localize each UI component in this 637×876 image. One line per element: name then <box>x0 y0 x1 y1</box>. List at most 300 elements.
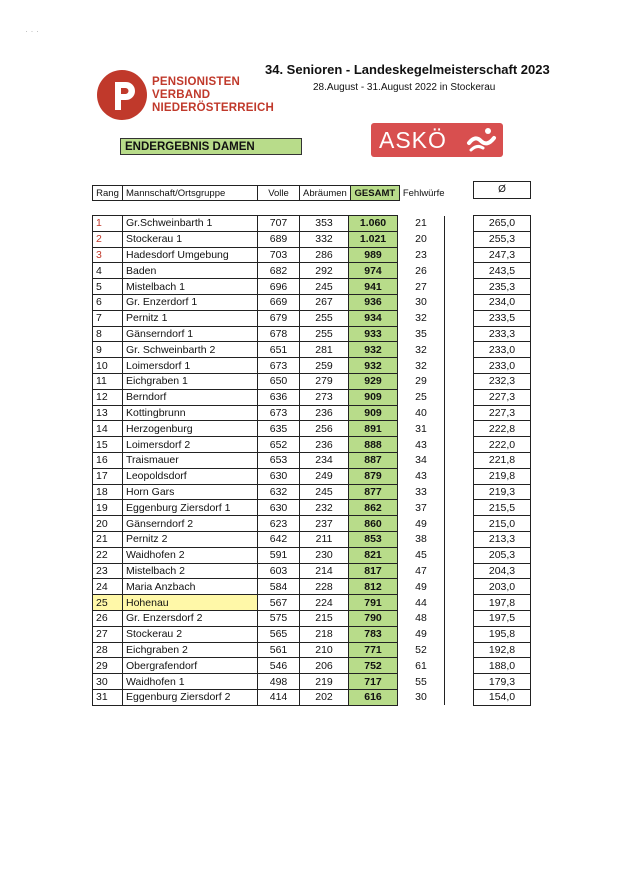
volle-cell: 630 <box>258 500 300 516</box>
gesamt-cell: 791 <box>349 595 398 611</box>
table-row <box>93 326 445 342</box>
abraeumen-cell: 210 <box>300 642 349 658</box>
average-row <box>474 326 531 342</box>
rank-cell: 21 <box>93 531 123 547</box>
fehlwuerfe-cell: 32 <box>398 310 445 326</box>
abraeumen-cell: 214 <box>300 563 349 579</box>
rank-cell: 11 <box>93 373 123 389</box>
column-header-table <box>92 185 448 201</box>
abraeumen-cell: 245 <box>300 484 349 500</box>
results-body <box>93 216 445 706</box>
abraeumen-cell: 255 <box>300 326 349 342</box>
gesamt-cell: 812 <box>349 579 398 595</box>
team-name-cell: Gr. Enzersdorf 2 <box>123 610 258 626</box>
abraeumen-cell: 279 <box>300 373 349 389</box>
volle-cell: 679 <box>258 310 300 326</box>
team-name-cell: Baden <box>123 263 258 279</box>
rank-cell: 9 <box>93 342 123 358</box>
table-row <box>93 610 445 626</box>
fehlwuerfe-cell: 23 <box>398 247 445 263</box>
rank-cell: 3 <box>93 247 123 263</box>
gesamt-cell: 974 <box>349 263 398 279</box>
col-header-rang: Rang <box>93 186 123 201</box>
average-cell: 247,3 <box>474 247 531 263</box>
gesamt-cell: 862 <box>349 500 398 516</box>
rank-cell: 1 <box>93 216 123 232</box>
table-row <box>93 405 445 421</box>
fehlwuerfe-cell: 40 <box>398 405 445 421</box>
rank-cell: 6 <box>93 294 123 310</box>
fehlwuerfe-cell: 33 <box>398 484 445 500</box>
average-cell: 219,3 <box>474 484 531 500</box>
rank-cell: 8 <box>93 326 123 342</box>
rank-cell: 25 <box>93 595 123 611</box>
volle-cell: 669 <box>258 294 300 310</box>
gesamt-cell: 616 <box>349 689 398 705</box>
table-row <box>93 658 445 674</box>
gesamt-cell: 989 <box>349 247 398 263</box>
volle-cell: 651 <box>258 342 300 358</box>
table-row <box>93 279 445 295</box>
average-cell: 232,3 <box>474 373 531 389</box>
average-row <box>474 689 531 705</box>
table-row <box>93 531 445 547</box>
abraeumen-cell: 236 <box>300 405 349 421</box>
abraeumen-cell: 224 <box>300 595 349 611</box>
abraeumen-cell: 211 <box>300 531 349 547</box>
volle-cell: 673 <box>258 358 300 374</box>
fehlwuerfe-cell: 27 <box>398 279 445 295</box>
gesamt-cell: 752 <box>349 658 398 674</box>
table-row <box>93 421 445 437</box>
table-row <box>93 642 445 658</box>
average-cell: 233,3 <box>474 326 531 342</box>
abraeumen-cell: 234 <box>300 452 349 468</box>
rank-cell: 14 <box>93 421 123 437</box>
average-cell: 235,3 <box>474 279 531 295</box>
volle-cell: 591 <box>258 547 300 563</box>
gesamt-cell: 933 <box>349 326 398 342</box>
col-header-fehlwuerfe: Fehlwürfe <box>402 187 445 199</box>
team-name-cell: Hohenau <box>123 595 258 611</box>
rank-cell: 23 <box>93 563 123 579</box>
abraeumen-cell: 228 <box>300 579 349 595</box>
abraeumen-cell: 236 <box>300 437 349 453</box>
org-name-line-3: NIEDERÖSTERREICH <box>152 102 275 114</box>
average-row <box>474 468 531 484</box>
average-row <box>474 452 531 468</box>
gesamt-cell: 783 <box>349 626 398 642</box>
team-name-cell: Maria Anzbach <box>123 579 258 595</box>
gesamt-cell: 932 <box>349 342 398 358</box>
team-name-cell: Eggenburg Ziersdorf 1 <box>123 500 258 516</box>
average-cell: 188,0 <box>474 658 531 674</box>
volle-cell: 635 <box>258 421 300 437</box>
col-header-volle: Volle <box>258 186 300 201</box>
table-row <box>93 452 445 468</box>
average-cell: 205,3 <box>474 547 531 563</box>
gesamt-cell: 936 <box>349 294 398 310</box>
org-name-line-2: VERBAND <box>152 89 211 101</box>
volle-cell: 561 <box>258 642 300 658</box>
average-cell: 233,5 <box>474 310 531 326</box>
volle-cell: 565 <box>258 626 300 642</box>
average-row <box>474 231 531 247</box>
team-name-cell: Waidhofen 1 <box>123 674 258 690</box>
abraeumen-cell: 249 <box>300 468 349 484</box>
table-row <box>93 216 445 232</box>
average-cell: 195,8 <box>474 626 531 642</box>
gesamt-cell: 932 <box>349 358 398 374</box>
gesamt-cell: 879 <box>349 468 398 484</box>
org-name-line-1: PENSIONISTEN <box>152 76 241 88</box>
rank-cell: 29 <box>93 658 123 674</box>
average-row <box>474 310 531 326</box>
fehlwuerfe-cell: 30 <box>398 294 445 310</box>
gesamt-cell: 717 <box>349 674 398 690</box>
gesamt-cell: 909 <box>349 405 398 421</box>
col-header-average: Ø <box>473 181 531 199</box>
average-cell: 203,0 <box>474 579 531 595</box>
team-name-cell: Pernitz 1 <box>123 310 258 326</box>
team-name-cell: Gr. Enzerdorf 1 <box>123 294 258 310</box>
gesamt-cell: 941 <box>349 279 398 295</box>
average-row <box>474 563 531 579</box>
rank-cell: 12 <box>93 389 123 405</box>
team-name-cell: Gänserndorf 2 <box>123 516 258 532</box>
gesamt-cell: 934 <box>349 310 398 326</box>
abraeumen-cell: 230 <box>300 547 349 563</box>
average-row <box>474 373 531 389</box>
volle-cell: 673 <box>258 405 300 421</box>
average-row <box>474 405 531 421</box>
volle-cell: 682 <box>258 263 300 279</box>
team-name-cell: Pernitz 2 <box>123 531 258 547</box>
table-row <box>93 500 445 516</box>
average-cell: 233,0 <box>474 358 531 374</box>
average-row <box>474 437 531 453</box>
abraeumen-cell: 292 <box>300 263 349 279</box>
average-cell: 154,0 <box>474 689 531 705</box>
average-row <box>474 547 531 563</box>
fehlwuerfe-cell: 49 <box>398 626 445 642</box>
rank-cell: 26 <box>93 610 123 626</box>
volle-cell: 498 <box>258 674 300 690</box>
asko-logo-text: ASKÖ <box>379 127 447 153</box>
abraeumen-cell: 202 <box>300 689 349 705</box>
average-cell: 179,3 <box>474 674 531 690</box>
fehlwuerfe-cell: 32 <box>398 358 445 374</box>
fehlwuerfe-cell: 29 <box>398 373 445 389</box>
volle-cell: 584 <box>258 579 300 595</box>
rank-cell: 24 <box>93 579 123 595</box>
table-row <box>93 342 445 358</box>
table-row <box>93 689 445 705</box>
table-row <box>93 516 445 532</box>
team-name-cell: Berndorf <box>123 389 258 405</box>
volle-cell: 603 <box>258 563 300 579</box>
volle-cell: 653 <box>258 452 300 468</box>
volle-cell: 630 <box>258 468 300 484</box>
volle-cell: 414 <box>258 689 300 705</box>
average-row <box>474 389 531 405</box>
fehlwuerfe-cell: 32 <box>398 342 445 358</box>
team-name-cell: Obergrafendorf <box>123 658 258 674</box>
average-row <box>474 421 531 437</box>
average-cell: 227,3 <box>474 405 531 421</box>
team-name-cell: Stockerau 1 <box>123 231 258 247</box>
team-name-cell: Hadesdorf Umgebung <box>123 247 258 263</box>
team-name-cell: Loimersdorf 1 <box>123 358 258 374</box>
table-row <box>93 468 445 484</box>
volle-cell: 546 <box>258 658 300 674</box>
abraeumen-cell: 267 <box>300 294 349 310</box>
table-row <box>93 595 445 611</box>
volle-cell: 696 <box>258 279 300 295</box>
gesamt-cell: 891 <box>349 421 398 437</box>
abraeumen-cell: 259 <box>300 358 349 374</box>
average-table <box>473 215 531 706</box>
fehlwuerfe-cell: 35 <box>398 326 445 342</box>
average-cell: 227,3 <box>474 389 531 405</box>
abraeumen-cell: 218 <box>300 626 349 642</box>
fehlwuerfe-cell: 52 <box>398 642 445 658</box>
team-name-cell: Eggenburg Ziersdorf 2 <box>123 689 258 705</box>
average-row <box>474 674 531 690</box>
fehlwuerfe-cell: 37 <box>398 500 445 516</box>
abraeumen-cell: 332 <box>300 231 349 247</box>
scan-artifact: · · · <box>25 26 39 36</box>
rank-cell: 22 <box>93 547 123 563</box>
average-cell: 222,8 <box>474 421 531 437</box>
average-row <box>474 342 531 358</box>
fehlwuerfe-cell: 38 <box>398 531 445 547</box>
average-cell: 255,3 <box>474 231 531 247</box>
rank-cell: 2 <box>93 231 123 247</box>
team-name-cell: Mistelbach 2 <box>123 563 258 579</box>
abraeumen-cell: 237 <box>300 516 349 532</box>
volle-cell: 707 <box>258 216 300 232</box>
average-row <box>474 658 531 674</box>
fehlwuerfe-cell: 45 <box>398 547 445 563</box>
abraeumen-cell: 256 <box>300 421 349 437</box>
abraeumen-cell: 353 <box>300 216 349 232</box>
asko-logo <box>371 123 503 157</box>
col-header-abraeumen: Abräumen <box>300 186 351 201</box>
average-cell: 213,3 <box>474 531 531 547</box>
fehlwuerfe-cell: 44 <box>398 595 445 611</box>
fehlwuerfe-cell: 20 <box>398 231 445 247</box>
result-category-label: ENDERGEBNIS DAMEN <box>120 138 302 155</box>
fehlwuerfe-cell: 61 <box>398 658 445 674</box>
team-name-cell: Eichgraben 1 <box>123 373 258 389</box>
fehlwuerfe-cell: 31 <box>398 421 445 437</box>
table-row <box>93 294 445 310</box>
volle-cell: 650 <box>258 373 300 389</box>
volle-cell: 642 <box>258 531 300 547</box>
rank-cell: 17 <box>93 468 123 484</box>
table-row <box>93 231 445 247</box>
table-row <box>93 263 445 279</box>
gesamt-cell: 771 <box>349 642 398 658</box>
fehlwuerfe-cell: 21 <box>398 216 445 232</box>
fehlwuerfe-cell: 48 <box>398 610 445 626</box>
average-cell: 215,5 <box>474 500 531 516</box>
team-name-cell: Mistelbach 1 <box>123 279 258 295</box>
average-row <box>474 642 531 658</box>
pensionistenverband-logo <box>97 70 147 120</box>
rank-cell: 19 <box>93 500 123 516</box>
gesamt-cell: 887 <box>349 452 398 468</box>
team-name-cell: Gr.Schweinbarth 1 <box>123 216 258 232</box>
average-row <box>474 484 531 500</box>
table-row <box>93 247 445 263</box>
average-row <box>474 610 531 626</box>
gesamt-cell: 790 <box>349 610 398 626</box>
abraeumen-cell: 255 <box>300 310 349 326</box>
average-row <box>474 279 531 295</box>
gesamt-cell: 817 <box>349 563 398 579</box>
average-row <box>474 626 531 642</box>
team-name-cell: Stockerau 2 <box>123 626 258 642</box>
fehlwuerfe-cell: 49 <box>398 516 445 532</box>
average-row <box>474 294 531 310</box>
average-cell: 197,8 <box>474 595 531 611</box>
volle-cell: 652 <box>258 437 300 453</box>
fehlwuerfe-cell: 43 <box>398 468 445 484</box>
abraeumen-cell: 206 <box>300 658 349 674</box>
team-name-cell: Horn Gars <box>123 484 258 500</box>
average-row <box>474 531 531 547</box>
average-cell: 221,8 <box>474 452 531 468</box>
abraeumen-cell: 245 <box>300 279 349 295</box>
fehlwuerfe-cell: 25 <box>398 389 445 405</box>
table-row <box>93 389 445 405</box>
team-name-cell: Loimersdorf 2 <box>123 437 258 453</box>
rank-cell: 18 <box>93 484 123 500</box>
gesamt-cell: 860 <box>349 516 398 532</box>
rank-cell: 27 <box>93 626 123 642</box>
volle-cell: 567 <box>258 595 300 611</box>
rank-cell: 7 <box>93 310 123 326</box>
fehlwuerfe-cell: 34 <box>398 452 445 468</box>
team-name-cell: Eichgraben 2 <box>123 642 258 658</box>
table-row <box>93 563 445 579</box>
gesamt-cell: 909 <box>349 389 398 405</box>
fehlwuerfe-cell: 55 <box>398 674 445 690</box>
gesamt-cell: 853 <box>349 531 398 547</box>
gesamt-cell: 929 <box>349 373 398 389</box>
table-row <box>93 674 445 690</box>
abraeumen-cell: 281 <box>300 342 349 358</box>
rank-cell: 15 <box>93 437 123 453</box>
average-row <box>474 500 531 516</box>
abraeumen-cell: 232 <box>300 500 349 516</box>
average-cell: 243,5 <box>474 263 531 279</box>
table-row <box>93 579 445 595</box>
fehlwuerfe-cell: 26 <box>398 263 445 279</box>
team-name-cell: Herzogenburg <box>123 421 258 437</box>
fehlwuerfe-cell: 49 <box>398 579 445 595</box>
p-letter-icon <box>97 70 147 120</box>
rank-cell: 30 <box>93 674 123 690</box>
rank-cell: 5 <box>93 279 123 295</box>
volle-cell: 636 <box>258 389 300 405</box>
gesamt-cell: 821 <box>349 547 398 563</box>
average-cell: 219,8 <box>474 468 531 484</box>
average-cell: 204,3 <box>474 563 531 579</box>
average-cell: 215,0 <box>474 516 531 532</box>
abraeumen-cell: 215 <box>300 610 349 626</box>
abraeumen-cell: 219 <box>300 674 349 690</box>
rank-cell: 4 <box>93 263 123 279</box>
rank-cell: 16 <box>93 452 123 468</box>
gesamt-cell: 877 <box>349 484 398 500</box>
volle-cell: 703 <box>258 247 300 263</box>
average-cell: 265,0 <box>474 216 531 232</box>
abraeumen-cell: 273 <box>300 389 349 405</box>
table-row <box>93 547 445 563</box>
volle-cell: 623 <box>258 516 300 532</box>
team-name-cell: Gänserndorf 1 <box>123 326 258 342</box>
team-name-cell: Waidhofen 2 <box>123 547 258 563</box>
rank-cell: 31 <box>93 689 123 705</box>
rank-cell: 28 <box>93 642 123 658</box>
page-subtitle: 28.August - 31.August 2022 in Stockerau <box>313 82 496 93</box>
table-row <box>93 373 445 389</box>
average-row <box>474 216 531 232</box>
table-row <box>93 437 445 453</box>
col-header-team: Mannschaft/Ortsgruppe <box>123 186 258 201</box>
gesamt-cell: 1.060 <box>349 216 398 232</box>
volle-cell: 575 <box>258 610 300 626</box>
fehlwuerfe-cell: 47 <box>398 563 445 579</box>
table-row <box>93 310 445 326</box>
average-row <box>474 263 531 279</box>
average-cell: 222,0 <box>474 437 531 453</box>
results-table <box>92 215 445 706</box>
average-row <box>474 579 531 595</box>
average-cell: 192,8 <box>474 642 531 658</box>
average-row <box>474 516 531 532</box>
rank-cell: 10 <box>93 358 123 374</box>
asko-swoosh-icon <box>466 126 498 154</box>
gesamt-cell: 888 <box>349 437 398 453</box>
volle-cell: 678 <box>258 326 300 342</box>
rank-cell: 13 <box>93 405 123 421</box>
team-name-cell: Leopoldsdorf <box>123 468 258 484</box>
average-cell: 197,5 <box>474 610 531 626</box>
abraeumen-cell: 286 <box>300 247 349 263</box>
average-row <box>474 247 531 263</box>
average-row <box>474 358 531 374</box>
team-name-cell: Traismauer <box>123 452 258 468</box>
page-title: 34. Senioren - Landeskegelmeisterschaft 2023 <box>265 62 550 77</box>
volle-cell: 632 <box>258 484 300 500</box>
team-name-cell: Gr. Schweinbarth 2 <box>123 342 258 358</box>
fehlwuerfe-cell: 43 <box>398 437 445 453</box>
average-body <box>474 216 531 706</box>
table-row <box>93 358 445 374</box>
table-row <box>93 484 445 500</box>
average-cell: 233,0 <box>474 342 531 358</box>
fehlwuerfe-cell: 30 <box>398 689 445 705</box>
rank-cell: 20 <box>93 516 123 532</box>
col-header-gesamt: GESAMT <box>350 186 399 201</box>
average-row <box>474 595 531 611</box>
gesamt-cell: 1.021 <box>349 231 398 247</box>
team-name-cell: Kottingbrunn <box>123 405 258 421</box>
